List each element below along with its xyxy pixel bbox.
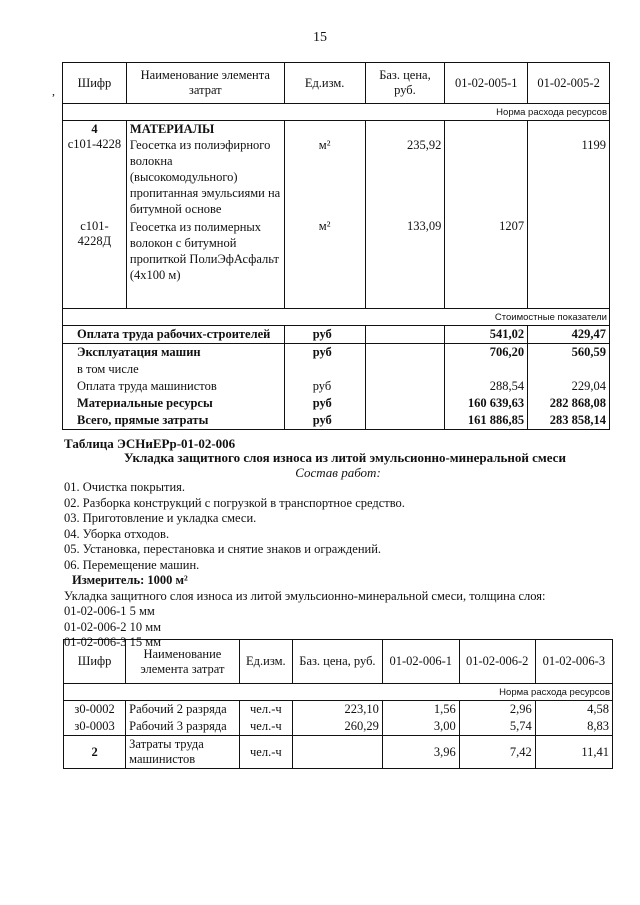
row-code: з0-0003 bbox=[64, 718, 126, 736]
table-row bbox=[63, 325, 610, 343]
cost-unit: руб bbox=[284, 325, 365, 343]
col-header: Баз. цена, руб. bbox=[365, 63, 445, 104]
list-item: 06. Перемещение машин. bbox=[64, 557, 200, 572]
cost-name: Оплата труда рабочих-строителей bbox=[63, 325, 285, 343]
list-item: 05. Установка, перестановка и снятие знаков и ограждений. bbox=[64, 542, 382, 556]
material-value bbox=[445, 121, 528, 219]
row-unit: чел.-ч bbox=[239, 701, 292, 719]
materials-cost-table bbox=[62, 62, 610, 430]
cost-value: 161 886,85 bbox=[445, 412, 528, 430]
cost-value: 706,20 bbox=[445, 343, 528, 361]
row-unit: чел.-ч bbox=[239, 718, 292, 736]
row-value: 1,56 bbox=[382, 701, 459, 719]
row-value: 3,00 bbox=[382, 718, 459, 736]
row-name: Рабочий 3 разряда bbox=[126, 718, 240, 736]
material-unit: м² bbox=[284, 218, 365, 294]
cost-unit: руб bbox=[284, 412, 365, 430]
table-row bbox=[63, 121, 610, 219]
material-value: 1199 bbox=[528, 121, 610, 219]
col-header: 01-02-006-3 bbox=[535, 640, 612, 684]
resource-norm-label: Норма расхода ресурсов bbox=[64, 684, 613, 701]
cost-unit: руб bbox=[284, 395, 365, 412]
row-price: 260,29 bbox=[293, 718, 383, 736]
row-value: 2,96 bbox=[459, 701, 535, 719]
row-value: 4,58 bbox=[535, 701, 612, 719]
description: Укладка защитного слоя износа из литой эмульсионно-минеральной смеси, толщина слоя: bbox=[64, 588, 546, 603]
col-header: Шифр bbox=[63, 63, 127, 104]
variant-item: 01-02-006-2 10 мм bbox=[64, 619, 162, 634]
section-code: 4 bbox=[91, 122, 98, 136]
material-code: с101-4228 bbox=[67, 137, 122, 151]
col-header: Ед.изм. bbox=[239, 640, 292, 684]
list-item: 02. Разборка конструкций с погрузкой в транспортное средство. bbox=[64, 495, 405, 510]
list-item: 04. Уборка отходов. bbox=[64, 526, 170, 541]
col-header: Наименование элемента затрат bbox=[126, 640, 240, 684]
col-header: 01-02-005-2 bbox=[528, 63, 610, 104]
work-composition-label: Состав работ: bbox=[295, 465, 381, 480]
material-price: 235,92 bbox=[365, 121, 445, 219]
table-row bbox=[64, 718, 613, 736]
col-header: Баз. цена, руб. bbox=[293, 640, 383, 684]
row-value: 7,42 bbox=[459, 736, 535, 769]
cost-value: 282 868,08 bbox=[528, 395, 610, 412]
table-row bbox=[63, 412, 610, 430]
table-id: Таблица ЭСНиЕРр-01-02-006 bbox=[64, 436, 236, 451]
row-value: 8,83 bbox=[535, 718, 612, 736]
stray-mark: , bbox=[52, 84, 55, 98]
list-item: 03. Приготовление и укладка смеси. bbox=[64, 511, 257, 525]
col-header: 01-02-006-1 bbox=[382, 640, 459, 684]
table-row bbox=[63, 378, 610, 395]
table-row bbox=[64, 736, 613, 769]
material-value bbox=[528, 218, 610, 294]
cost-indicators-label: Стоимостные показатели bbox=[63, 308, 610, 325]
table-row bbox=[63, 343, 610, 361]
list-item: 01. Очистка покрытия. bbox=[64, 480, 186, 494]
cost-value: 283 858,14 bbox=[528, 412, 610, 430]
table-row bbox=[63, 361, 610, 378]
cost-value: 560,59 bbox=[528, 343, 610, 361]
work-steps-list bbox=[64, 480, 546, 651]
row-price bbox=[293, 736, 383, 769]
table-header-row bbox=[64, 640, 613, 684]
cost-value: 229,04 bbox=[528, 378, 610, 395]
variant-item: 01-02-006-1 5 мм bbox=[64, 604, 155, 618]
row-name: Рабочий 2 разряда bbox=[126, 701, 240, 719]
material-unit: м² bbox=[284, 121, 365, 219]
cost-name: Материальные ресурсы bbox=[63, 395, 285, 412]
cost-unit: руб bbox=[284, 378, 365, 395]
table-row bbox=[63, 218, 610, 294]
section-title: Укладка защитного слоя износа из литой эмульсионно-минеральной смеси bbox=[124, 450, 566, 465]
col-header: Шифр bbox=[64, 640, 126, 684]
cost-value: 288,54 bbox=[445, 378, 528, 395]
row-unit: чел.-ч bbox=[239, 736, 292, 769]
col-header: Ед.изм. bbox=[284, 63, 365, 104]
table-row bbox=[64, 701, 613, 719]
row-price: 223,10 bbox=[293, 701, 383, 719]
cost-name: Оплата труда машинистов bbox=[63, 378, 285, 395]
row-value: 11,41 bbox=[535, 736, 612, 769]
page-number: 15 bbox=[313, 30, 327, 45]
cost-value: 541,02 bbox=[445, 325, 528, 343]
row-name: Затраты труда машинистов bbox=[126, 736, 240, 769]
material-code: с101-4228Д bbox=[63, 218, 127, 294]
material-name: Геосетка из полимерных волокон с битумной пропиткой ПолиЭфАсфальт (4x100 м) bbox=[126, 218, 284, 294]
labor-norm-table bbox=[63, 639, 613, 769]
resource-norm-label: Норма расхода ресурсов bbox=[63, 104, 610, 121]
cost-unit: руб bbox=[284, 343, 365, 361]
cost-name: Эксплуатация машин bbox=[63, 343, 285, 361]
col-header: Наименование элемента затрат bbox=[126, 63, 284, 104]
cost-value: 160 639,63 bbox=[445, 395, 528, 412]
row-code: 2 bbox=[64, 736, 126, 769]
material-name: Геосетка из полиэфирного волокна (высокомодульного) пропитанная эмульсиями на битумной основе bbox=[129, 138, 281, 216]
cost-name: в том числе bbox=[63, 361, 285, 378]
row-code: з0-0002 bbox=[64, 701, 126, 719]
cost-name: Всего, прямые затраты bbox=[63, 412, 285, 430]
row-value: 5,74 bbox=[459, 718, 535, 736]
section-title: МАТЕРИАЛЫ bbox=[129, 122, 215, 136]
table-row bbox=[63, 395, 610, 412]
col-header: 01-02-005-1 bbox=[445, 63, 528, 104]
col-header: 01-02-006-2 bbox=[459, 640, 535, 684]
row-value: 3,96 bbox=[382, 736, 459, 769]
material-value: 1207 bbox=[445, 218, 528, 294]
meter-label: Измеритель: 1000 м² bbox=[72, 573, 188, 587]
cost-value: 429,47 bbox=[528, 325, 610, 343]
table-header-row bbox=[63, 63, 610, 104]
material-price: 133,09 bbox=[365, 218, 445, 294]
variant-item: 01-02-006-3 15 мм bbox=[64, 635, 162, 649]
